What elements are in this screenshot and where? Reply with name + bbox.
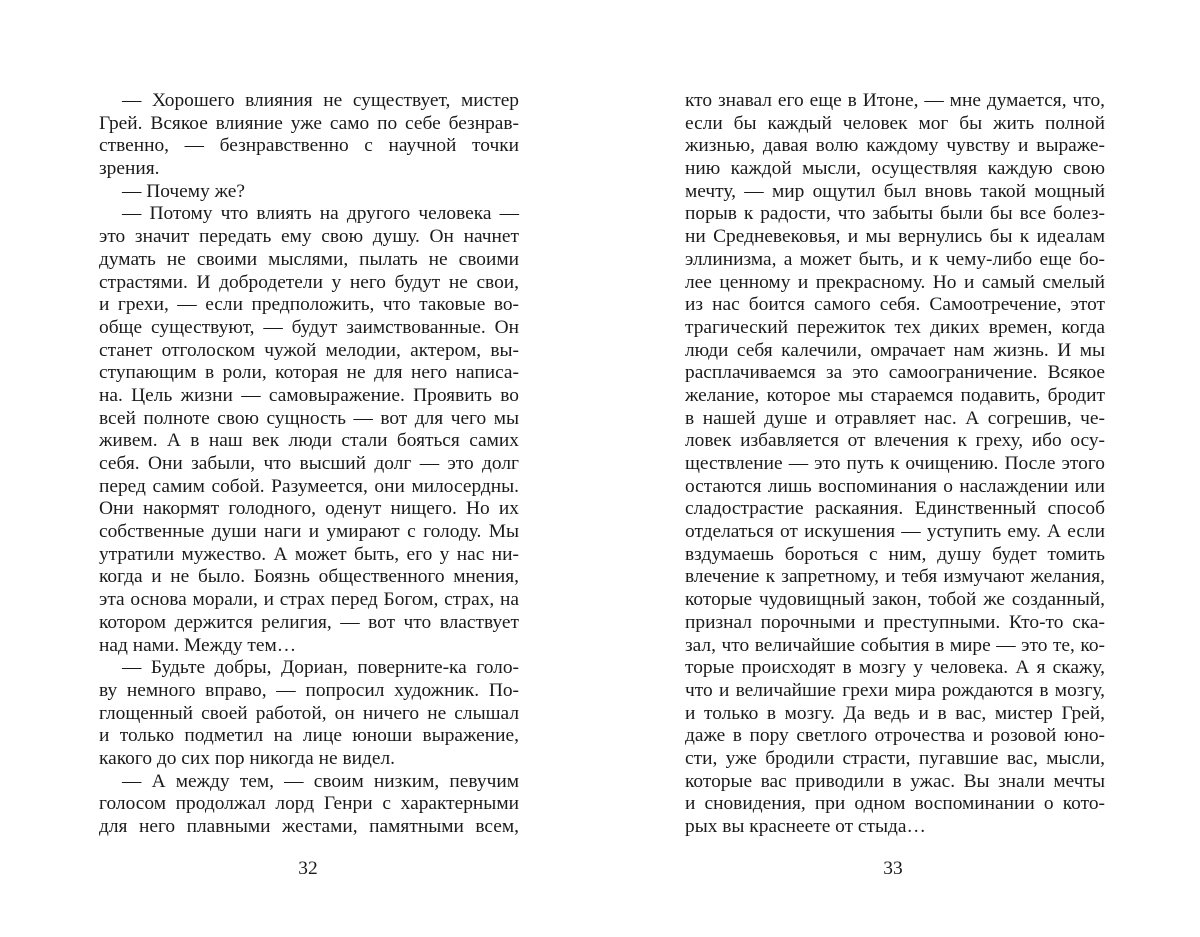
text-line: Грей. Всякое влияние уже само по себе безнрав- <box>99 112 519 134</box>
left-page-number: 32 <box>298 858 318 879</box>
left-page-text <box>99 90 519 839</box>
text-line: признал порочными и преступными. Кто-то ска- <box>685 611 1105 633</box>
text-line: кто знавал его еще в Итоне, — мне думается, что, <box>685 90 1105 111</box>
text-line: нию каждой мысли, осуществляя каждую свою <box>685 158 1105 180</box>
text-line: утратили мужество. А может быть, его у нас ни- <box>99 543 519 565</box>
text-line: если бы каждый человек мог бы жить полной <box>685 112 1105 134</box>
text-line: которые чудовищный закон, тобой же созданный, <box>685 589 1105 611</box>
text-line: отделаться от искушения — уступить ему. А если <box>685 521 1105 543</box>
text-line: это значит передать ему свою душу. Он начнет <box>99 226 519 248</box>
text-line: и только в мозгу. Да ведь и в вас, мистер Грей, <box>685 702 1105 724</box>
text-line: которые вас приводили в ужас. Вы знали мечты <box>685 770 1105 792</box>
text-line: сладострастие раскаяния. Единственный способ <box>685 498 1105 520</box>
text-line: эллинизма, а может быть, и к чему-либо еще бо- <box>685 248 1105 270</box>
text-line: торые происходят в мозгу у человека. А я скажу, <box>685 657 1105 679</box>
text-line: ственно, — безнравственно с научной точки <box>99 135 519 157</box>
text-line: — А между тем, — своим низким, певучим <box>122 770 519 792</box>
text-line: страстями. И добродетели у него будут не свои, <box>99 271 519 293</box>
text-line: над нами. Между тем… <box>99 634 297 656</box>
text-line: ву немного вправо, — попросил художник. По- <box>99 679 519 701</box>
text-line: живем. А в наш век люди стали бояться самих <box>99 430 519 452</box>
text-line: люди себя калечили, омрачает нам жизнь. И мы <box>685 339 1105 361</box>
text-line: что и величайшие грехи мира рождаются в мозгу, <box>685 679 1105 701</box>
text-line: даже в пору светлого отрочества и розовой юно- <box>685 725 1105 747</box>
text-line: ни Средневековья, и мы вернулись бы к идеалам <box>685 226 1105 248</box>
text-line: мечту, — мир ощутил был вновь такой мощный <box>685 180 1105 202</box>
text-line: голосом продолжал лорд Генри с характерными <box>99 793 519 815</box>
text-line: жизнью, давая волю каждому чувству и выраже- <box>685 135 1105 157</box>
text-line: всей полноте свою сущность — вот для чего мы <box>99 407 519 429</box>
text-line: котором держится религия, — вот что властвует <box>99 611 519 633</box>
text-line: желание, которое мы стараемся подавить, бродит <box>685 384 1105 406</box>
text-line: когда и не было. Боязнь общественного мнения, <box>99 566 519 588</box>
text-line: зал, что величайшие события в мире — это те, ко- <box>685 634 1105 656</box>
text-line: глощенный своей работой, он ничего не слышал <box>99 702 519 724</box>
text-line: рых вы краснеете от стыда… <box>685 816 926 837</box>
text-line: сти, уже бродили страсти, пугавшие вас, мысли, <box>685 747 1105 769</box>
text-line: и грехи, — если предположить, что таковые во- <box>99 294 519 316</box>
text-line: — Почему же? <box>122 180 245 202</box>
text-line: какого до сих пор никогда не видел. <box>99 747 395 769</box>
text-line: Они накормят голодного, оденут нищего. Но их <box>99 498 519 520</box>
text-line: себя. Они забыли, что высший долг — это долг <box>99 453 519 474</box>
text-line: обще существуют, — будут заимствованные. Он <box>99 316 519 338</box>
text-line: — Потому что влиять на другого человека — <box>122 203 519 225</box>
text-line: ступающим в роли, которая не для него написа- <box>99 362 519 384</box>
text-line: расплачиваемся за это самоограничение. Всякое <box>685 362 1105 384</box>
text-line: перед самим собой. Разумеется, они милосердны. <box>99 475 519 497</box>
text-line: зрения. <box>99 158 160 180</box>
text-line: трагический пережиток тех диких времен, когда <box>685 316 1105 338</box>
text-line: ловек избавляется от влечения к греху, ибо осу- <box>685 430 1105 452</box>
text-line: собственные души наги и умирают с голоду. Мы <box>99 521 519 543</box>
text-line: в нашей душе и отравляет нас. А согрешив, че- <box>685 407 1105 429</box>
text-line: — Будьте добры, Дориан, поверните-ка голо- <box>122 657 519 679</box>
text-line: влечение к запретному, и тебя измучают желания, <box>685 566 1105 588</box>
text-line: думать не своими мыслями, пылать не своими <box>99 248 519 270</box>
text-line: и сновидения, при одном воспоминании о кото- <box>685 793 1105 815</box>
text-line: эта основа морали, и страх перед Богом, страх, на <box>99 589 519 611</box>
text-line: порыв к радости, что забыты были бы все болез- <box>685 203 1105 225</box>
text-line: лее ценному и прекрасному. Но и самый смелый <box>685 271 1105 293</box>
right-page-text <box>685 90 1105 839</box>
text-line: на. Цель жизни — самовыражение. Проявить во <box>99 384 519 406</box>
text-line: вздумаешь бороться с ним, душу будет томить <box>685 543 1105 565</box>
text-line: остаются лишь воспоминания о наслаждении или <box>685 475 1105 497</box>
text-line: из нас боится самого себя. Самоотречение, этот <box>685 294 1105 316</box>
text-line: и только подметил на лице юноши выражение, <box>99 725 519 747</box>
text-line: станет отголоском чужой мелодии, актером, вы- <box>99 339 519 361</box>
text-line: для него плавными жестами, памятными всем, <box>99 816 519 837</box>
text-line: ществление — это путь к очищению. После этого <box>685 453 1105 474</box>
text-line: — Хорошего влияния не существует, мистер <box>122 90 519 111</box>
right-page-number: 33 <box>883 858 903 879</box>
